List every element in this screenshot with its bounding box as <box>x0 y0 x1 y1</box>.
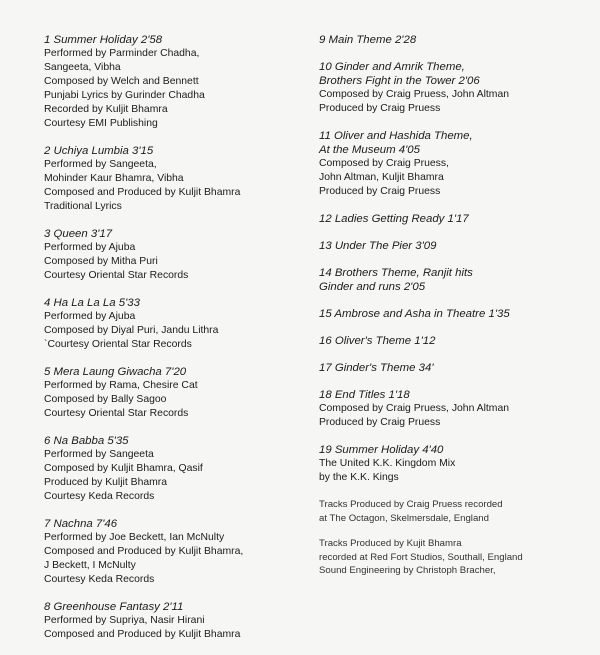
track-11 <box>319 129 591 199</box>
track-credit: Composed and Produced by Kuljit Bhamra <box>44 187 241 198</box>
track-15 <box>319 307 591 321</box>
track-credit: Traditional Lyrics <box>44 201 122 212</box>
note-line: at The Octagon, Skelmersdale, England <box>319 512 489 524</box>
note-line: Tracks Produced by Kujit Bhamra <box>319 538 462 550</box>
track-credit: Performed by Ajuba <box>44 311 136 322</box>
track-title: 13 Under The Pier 3'09 <box>319 240 437 252</box>
track-title: 2 Uchiya Lumbia 3'15 <box>44 145 154 157</box>
track-credit: Composed by Diyal Puri, Jandu Lithra <box>44 325 219 336</box>
track-credit: Performed by Joe Beckett, Ian McNulty <box>44 532 225 543</box>
track-9 <box>319 33 591 47</box>
track-title: 3 Queen 3'17 <box>44 228 113 240</box>
note-line: Sound Engineering by Christoph Bracher, <box>319 565 496 577</box>
track-14 <box>319 266 591 294</box>
track-18 <box>319 388 591 430</box>
track-16 <box>319 334 591 348</box>
track-credit: Courtesy Keda Records <box>44 491 155 502</box>
track-credit: Sangeeta, Vibha <box>44 62 121 73</box>
track-title: 18 End Titles 1'18 <box>319 389 410 401</box>
track-title-continued: At the Museum 4'05 <box>319 144 420 156</box>
track-credit: John Altman, Kuljit Bhamra <box>319 172 444 183</box>
track-title: 7 Nachna 7'46 <box>44 518 118 530</box>
track-17 <box>319 361 591 375</box>
track-19 <box>319 443 591 485</box>
track-10 <box>319 60 591 116</box>
track-credit: Courtesy Oriental Star Records <box>44 270 189 281</box>
track-credit: Produced by Craig Pruess <box>319 417 441 428</box>
track-title: 15 Ambrose and Asha in Theatre 1'35 <box>319 308 510 320</box>
track-1 <box>44 33 306 131</box>
track-credit: Mohinder Kaur Bhamra, Vibha <box>44 173 184 184</box>
track-credit: Performed by Rama, Chesire Cat <box>44 380 198 391</box>
track-2 <box>44 144 306 214</box>
track-title: 8 Greenhouse Fantasy 2'11 <box>44 601 184 613</box>
track-title: 17 Ginder's Theme 34' <box>319 362 434 374</box>
track-6 <box>44 434 306 504</box>
track-5 <box>44 365 306 421</box>
track-title: 1 Summer Holiday 2'58 <box>44 34 163 46</box>
track-title: 5 Mera Laung Giwacha 7'20 <box>44 366 187 378</box>
track-8 <box>44 600 306 642</box>
track-3 <box>44 227 306 283</box>
track-credit: Courtesy Keda Records <box>44 574 155 585</box>
track-credit: Composed by Mitha Puri <box>44 256 158 267</box>
track-title-continued: Ginder and runs 2'05 <box>319 281 426 293</box>
track-title-continued: Brothers Fight in the Tower 2'06 <box>319 75 480 87</box>
track-credit: Produced by Craig Pruess <box>319 186 441 197</box>
track-credit: J Beckett, I McNulty <box>44 560 136 571</box>
track-title: 11 Oliver and Hashida Theme, <box>319 130 473 142</box>
track-credit: Composed by Craig Pruess, John Altman <box>319 403 510 414</box>
right-column <box>319 33 591 590</box>
track-credit: Recorded by Kuljit Bhamra <box>44 104 168 115</box>
track-title: 16 Oliver's Theme 1'12 <box>319 335 436 347</box>
track-credit: by the K.K. Kings <box>319 472 399 483</box>
track-title: 12 Ladies Getting Ready 1'17 <box>319 213 469 225</box>
track-credit: Courtesy Oriental Star Records <box>44 408 189 419</box>
track-4 <box>44 296 306 352</box>
production-notes <box>319 498 591 578</box>
track-title: 6 Na Babba 5'35 <box>44 435 129 447</box>
track-credit: Performed by Ajuba <box>44 242 136 253</box>
note-line: recorded at Red Fort Studios, Southall, England <box>319 551 523 563</box>
track-7 <box>44 517 306 587</box>
track-12 <box>319 212 591 226</box>
track-credit: `Courtesy Oriental Star Records <box>44 339 192 350</box>
production-note-bhamra <box>319 537 591 578</box>
track-credit: Performed by Sangeeta, <box>44 159 157 170</box>
track-credit: Composed by Craig Pruess, <box>319 158 449 169</box>
track-title: 19 Summer Holiday 4'40 <box>319 444 444 456</box>
track-credit: Punjabi Lyrics by Gurinder Chadha <box>44 90 205 101</box>
track-credit: The United K.K. Kingdom Mix <box>319 458 456 469</box>
track-credit: Performed by Supriya, Nasir Hirani <box>44 615 205 626</box>
track-credit: Courtesy EMI Publishing <box>44 118 158 129</box>
track-title: 10 Ginder and Amrik Theme, <box>319 61 465 73</box>
track-credit: Produced by Kuljit Bhamra <box>44 477 168 488</box>
track-credit: Performed by Sangeeta <box>44 449 154 460</box>
track-13 <box>319 239 591 253</box>
track-title: 9 Main Theme 2'28 <box>319 34 417 46</box>
track-title: 14 Brothers Theme, Ranjit hits <box>319 267 473 279</box>
track-credit: Composed and Produced by Kuljit Bhamra <box>44 629 241 640</box>
track-credit: Composed by Welch and Bennett <box>44 76 199 87</box>
track-title: 4 Ha La La La 5'33 <box>44 297 140 309</box>
track-credit: Composed by Bally Sagoo <box>44 394 167 405</box>
track-credit: Performed by Parminder Chadha, <box>44 48 200 59</box>
note-line: Tracks Produced by Craig Pruess recorded <box>319 499 503 510</box>
production-note-pruess <box>319 498 591 525</box>
track-credit: Composed by Kuljit Bhamra, Qasif <box>44 463 203 474</box>
track-credit: Produced by Craig Pruess <box>319 103 441 114</box>
track-credit: Composed and Produced by Kuljit Bhamra, <box>44 546 244 557</box>
track-credit: Composed by Craig Pruess, John Altman <box>319 89 510 100</box>
left-column <box>44 33 306 655</box>
